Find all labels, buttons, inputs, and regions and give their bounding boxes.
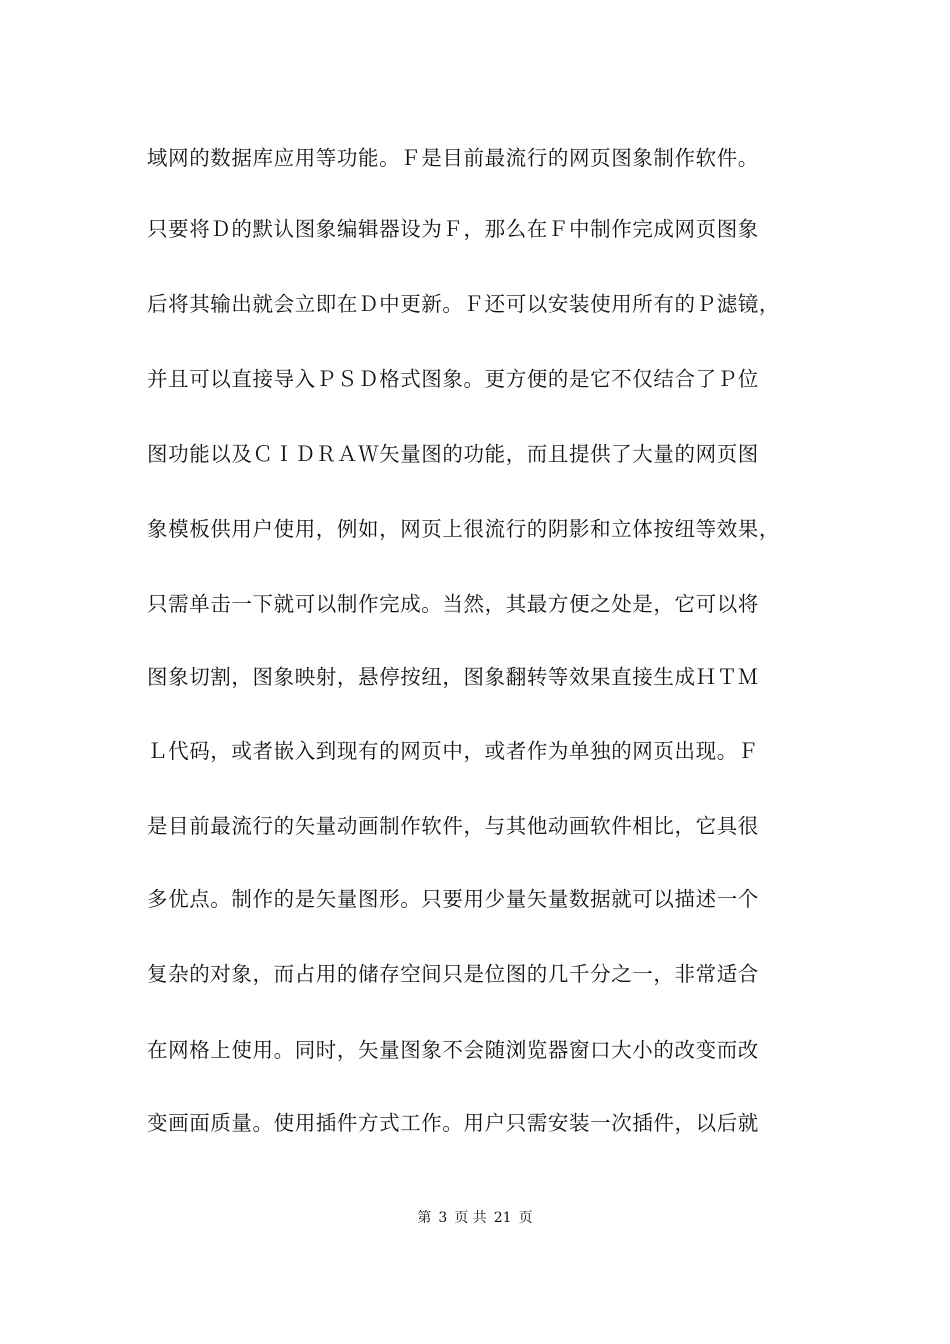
body-text-line: 并且可以直接导入ＰＳＤ格式图象。更方便的是它不仅结合了Ｐ位: [147, 367, 759, 391]
body-text-line: Ｌ代码，或者嵌入到现有的网页中，或者作为单独的网页出现。Ｆ: [147, 739, 759, 763]
body-text-line: 象模板供用户使用，例如，网页上很流行的阴影和立体按纽等效果，: [147, 517, 780, 541]
footer-prefix: 第: [417, 1210, 432, 1226]
current-page-number: 3: [438, 1210, 448, 1226]
body-text-line: 在网格上使用。同时，矢量图象不会随浏览器窗口大小的改变而改: [147, 1038, 759, 1062]
body-text-line: 复杂的对象，而占用的储存空间只是位图的几千分之一，非常适合: [147, 962, 759, 986]
body-text-line: 多优点。制作的是矢量图形。只要用少量矢量数据就可以描述一个: [147, 887, 759, 911]
body-text-line: 图象切割，图象映射，悬停按纽，图象翻转等效果直接生成ＨＴＭ: [147, 665, 759, 689]
page-number-footer: [0, 1208, 950, 1228]
footer-middle: 页 共: [454, 1210, 487, 1226]
body-text-line: 图功能以及ＣＩＤＲＡＷ矢量图的功能，而且提供了大量的网页图: [147, 442, 759, 466]
body-text-line: 只需单击一下就可以制作完成。当然，其最方便之处是，它可以将: [147, 592, 759, 616]
footer-suffix: 页: [518, 1210, 533, 1226]
body-text-line: 是目前最流行的矢量动画制作软件，与其他动画软件相比，它具很: [147, 814, 759, 838]
body-text-line: 变画面质量。使用插件方式工作。用户只需安装一次插件，以后就: [147, 1111, 759, 1135]
body-text-line: 只要将Ｄ的默认图象编辑器设为Ｆ，那么在Ｆ中制作完成网页图象: [147, 217, 759, 241]
body-text-line: 后将其输出就会立即在Ｄ中更新。Ｆ还可以安装使用所有的Ｐ滤镜，: [147, 292, 780, 316]
body-text-line: 域网的数据库应用等功能。Ｆ是目前最流行的网页图象制作软件。: [147, 146, 759, 170]
total-pages-number: 21: [493, 1210, 512, 1226]
